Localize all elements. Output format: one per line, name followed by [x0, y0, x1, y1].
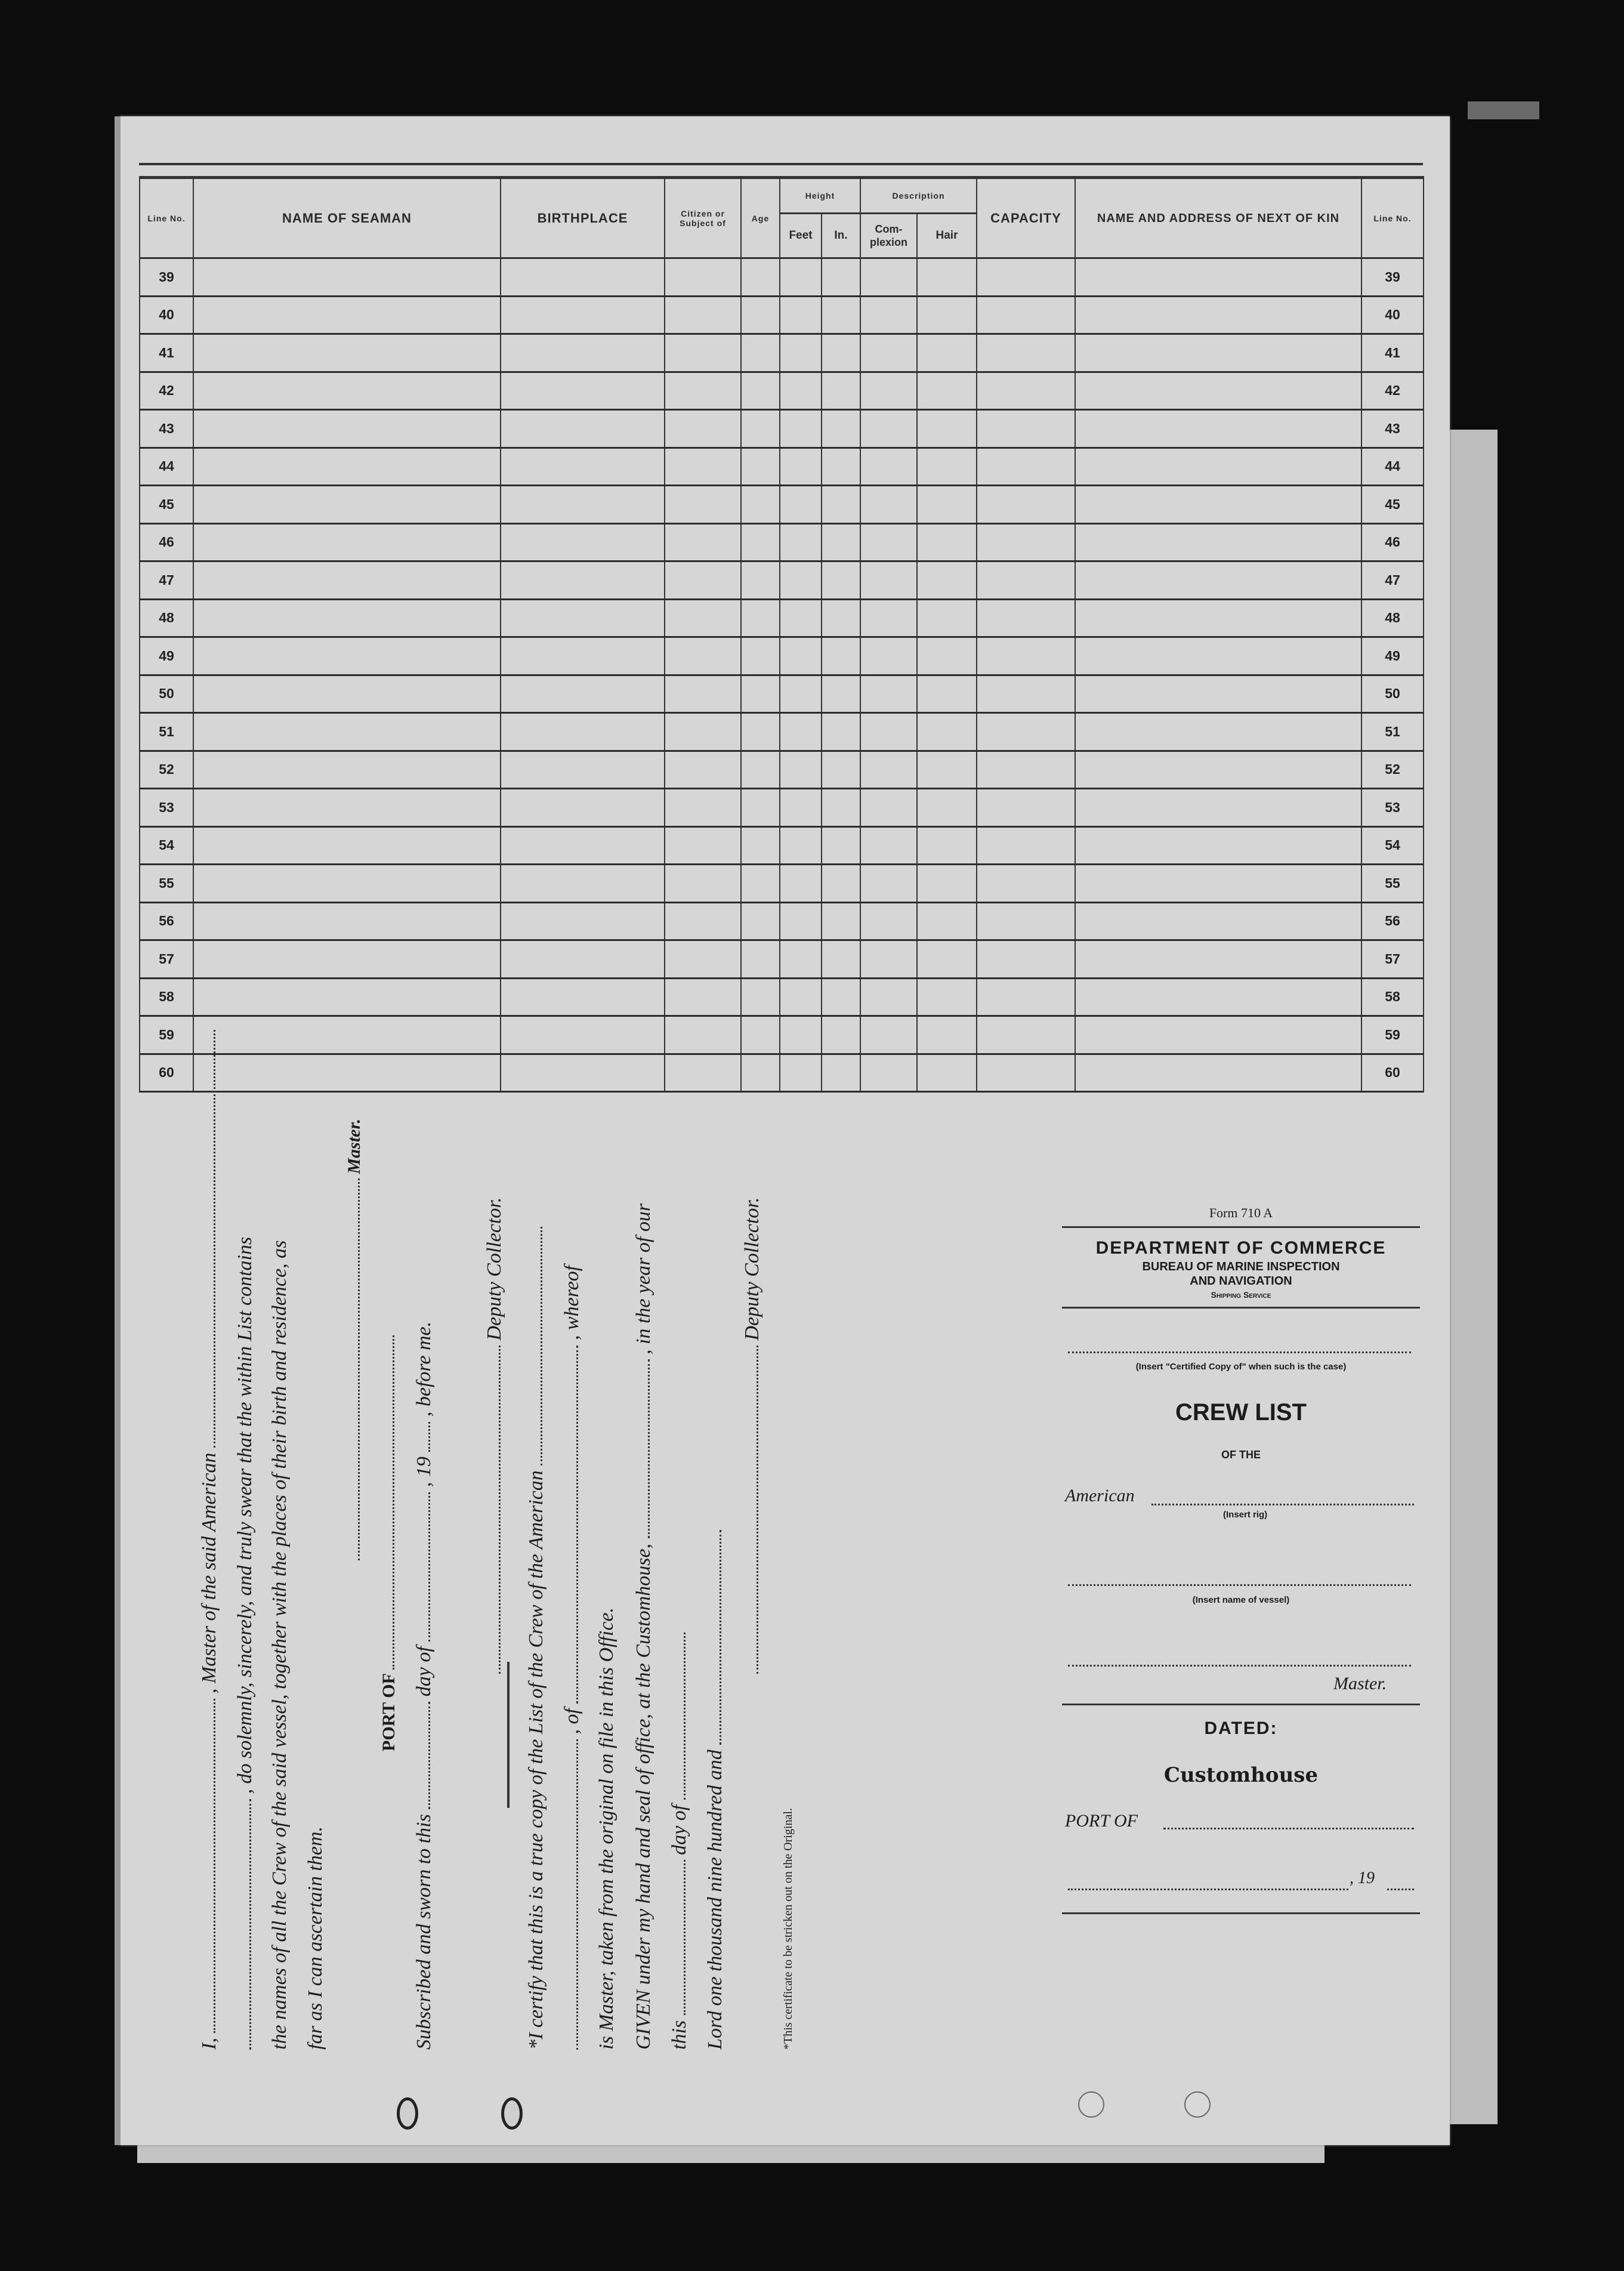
line-number-right: 60: [1361, 1054, 1424, 1092]
crew-cell[interactable]: [917, 486, 977, 524]
subscribed-day-field[interactable]: [412, 1702, 430, 1809]
cover-rule-4: [1062, 1912, 1420, 1914]
crew-cell[interactable]: [665, 561, 741, 600]
crew-cell[interactable]: [860, 296, 917, 334]
line-number-left: 39: [140, 258, 193, 297]
crew-cell[interactable]: [665, 296, 741, 334]
subscribed-year-prefix: , 19: [413, 1457, 435, 1488]
crew-cell[interactable]: [822, 372, 860, 410]
certified-copy-note: (Insert "Certified Copy of" when such is the case): [1135, 1362, 1347, 1372]
cert-day-field[interactable]: [667, 1860, 686, 2015]
header-line-no: Line No.: [140, 178, 193, 258]
bureau-line-1: BUREAU OF MARINE INSPECTION: [1142, 1260, 1340, 1273]
crew-cell[interactable]: [917, 258, 977, 297]
crew-cell[interactable]: [193, 296, 501, 334]
line-number-right: 43: [1361, 410, 1424, 448]
header-next-of-kin: NAME AND ADDRESS OF NEXT OF KIN: [1075, 178, 1361, 258]
line-number-left: 43: [140, 410, 193, 448]
line-number-right: 45: [1361, 486, 1424, 524]
table-row: [140, 448, 1424, 486]
header-line-no-right: Line No.: [1361, 178, 1424, 258]
table-row: [140, 410, 1424, 448]
line-number-left: 59: [140, 1016, 193, 1054]
american-label: American: [1065, 1486, 1135, 1505]
line-number-right: 58: [1361, 978, 1424, 1016]
line-number-right: 59: [1361, 1016, 1424, 1054]
crew-cell[interactable]: [860, 410, 917, 448]
cert-name-field[interactable]: [560, 1739, 578, 2050]
crew-cell[interactable]: [860, 486, 917, 524]
certified-copy-field[interactable]: [1068, 1352, 1411, 1353]
line-number-left: 50: [140, 675, 193, 713]
header-citizen: Citizen or Subject of: [665, 178, 741, 258]
table-row: [140, 372, 1424, 410]
crew-cell[interactable]: [1075, 826, 1361, 865]
crew-cell[interactable]: [1075, 1054, 1361, 1092]
crew-cell[interactable]: [1075, 561, 1361, 600]
punch-hole-4: [1184, 2091, 1211, 2118]
crew-cell[interactable]: [741, 334, 780, 372]
line-number-right: 46: [1361, 523, 1424, 561]
table-row: [140, 296, 1424, 334]
crew-cell[interactable]: [977, 296, 1075, 334]
cert-lord-text: Lord one thousand nine hundred and: [704, 1749, 726, 2050]
crew-cell[interactable]: [193, 523, 501, 561]
punch-hole-1: [397, 2097, 418, 2130]
line-number-right: 55: [1361, 865, 1424, 903]
crew-cell[interactable]: [665, 258, 741, 297]
crew-cell[interactable]: [917, 448, 977, 486]
oath-line-3: the names of all the Crew of the said vessel, together with the places of their birth and residence, as: [268, 1240, 291, 2050]
line-number-right: 40: [1361, 296, 1424, 334]
rig-field[interactable]: [1151, 1504, 1414, 1505]
crew-cell[interactable]: [860, 334, 917, 372]
crew-cell[interactable]: [860, 258, 917, 297]
crew-cell[interactable]: [501, 448, 665, 486]
crew-cell[interactable]: [977, 561, 1075, 600]
line-number-left: 47: [140, 561, 193, 600]
oath-master-signature: [341, 1119, 365, 1560]
crew-cell[interactable]: [1075, 448, 1361, 486]
crew-cell[interactable]: [780, 372, 822, 410]
cert-customhouse-field[interactable]: [631, 1359, 650, 1538]
oath-line-4: far as I can ascertain them.: [304, 1826, 326, 2050]
subscribed-before-me: , before me.: [413, 1321, 435, 1417]
header-description: Description: [860, 178, 977, 214]
oath-line-2: [233, 1237, 257, 2050]
cert-vessel-field[interactable]: [524, 1227, 542, 1465]
line-number-right: 57: [1361, 940, 1424, 979]
cert-of: , of: [561, 1708, 583, 1735]
crew-cell[interactable]: [665, 372, 741, 410]
form-number: Form 710 A: [1209, 1205, 1273, 1220]
crew-cell[interactable]: [665, 523, 741, 561]
crew-cell[interactable]: [665, 486, 741, 524]
line-number-right: 53: [1361, 789, 1424, 827]
cover-panel: [1062, 1205, 1420, 2071]
line-number-left: 45: [140, 486, 193, 524]
crew-cell[interactable]: [780, 561, 822, 600]
cover-port-field[interactable]: [1163, 1828, 1414, 1829]
line-number-left: 49: [140, 637, 193, 675]
line-number-left: 48: [140, 599, 193, 637]
crew-cell[interactable]: [741, 523, 780, 561]
master-signature-field[interactable]: [341, 1178, 360, 1560]
vessel-name-field[interactable]: [1068, 1584, 1411, 1586]
crew-cell[interactable]: [1075, 334, 1361, 372]
table-row: [140, 334, 1424, 372]
crew-cell[interactable]: [822, 523, 860, 561]
port-of-field[interactable]: [376, 1335, 394, 1670]
line-number-right: 54: [1361, 826, 1424, 865]
crew-cell[interactable]: [501, 258, 665, 297]
cover-rule-1: [1062, 1226, 1420, 1228]
crew-cell[interactable]: [501, 486, 665, 524]
crew-cell[interactable]: [193, 486, 501, 524]
line-number-left: 46: [140, 523, 193, 561]
oath-line-1: [197, 1030, 221, 2050]
top-strip: [1468, 101, 1539, 119]
line-number-right: 51: [1361, 713, 1424, 751]
header-birthplace: BIRTHPLACE: [501, 178, 665, 258]
crew-cell[interactable]: [741, 372, 780, 410]
crew-cell[interactable]: [977, 372, 1075, 410]
crew-cell[interactable]: [1075, 865, 1361, 903]
crew-cell[interactable]: [822, 296, 860, 334]
punch-hole-3: [1078, 2091, 1104, 2118]
crew-cell[interactable]: [860, 561, 917, 600]
header-capacity: CAPACITY: [977, 178, 1075, 258]
oath-subscribed: [412, 1322, 436, 2050]
crew-cell[interactable]: [1075, 599, 1361, 637]
crew-cell[interactable]: [822, 334, 860, 372]
crew-cell[interactable]: [860, 523, 917, 561]
line-number-right: 50: [1361, 675, 1424, 713]
crew-cell[interactable]: [780, 448, 822, 486]
crew-cell[interactable]: [822, 258, 860, 297]
crew-cell[interactable]: [977, 258, 1075, 297]
line-number-right: 48: [1361, 599, 1424, 637]
cert-line-1: [524, 1227, 548, 2050]
line-number-left: 52: [140, 751, 193, 789]
oath-i: I,: [198, 2038, 220, 2050]
crew-cell[interactable]: [665, 334, 741, 372]
cover-rule-3: [1062, 1704, 1420, 1705]
crew-cell[interactable]: [501, 561, 665, 600]
crew-cell[interactable]: [977, 410, 1075, 448]
crew-cell[interactable]: [780, 486, 822, 524]
crew-cell[interactable]: [917, 334, 977, 372]
table-row: [140, 523, 1424, 561]
crew-cell[interactable]: [741, 296, 780, 334]
line-number-right: 47: [1361, 561, 1424, 600]
line-number-left: 55: [140, 865, 193, 903]
cert-line-3: is Master, taken from the original on file in this Office.: [595, 1607, 618, 2050]
crew-cell[interactable]: [822, 561, 860, 600]
crew-cell[interactable]: [977, 523, 1075, 561]
crew-cell[interactable]: [822, 486, 860, 524]
crew-cell[interactable]: [1075, 486, 1361, 524]
oath-line2-field[interactable]: [233, 1799, 251, 2050]
master-label: Master.: [344, 1118, 364, 1174]
cert-whereof: , whereof: [561, 1265, 583, 1341]
cert-given: GIVEN under my hand and seal of office, at the Customhouse,: [632, 1543, 654, 2050]
crew-cell[interactable]: [741, 410, 780, 448]
crew-cell[interactable]: [741, 448, 780, 486]
cert-day-of: day of: [668, 1804, 690, 1855]
crew-cell[interactable]: [780, 258, 822, 297]
insert-vessel-note: (Insert name of vessel): [1192, 1595, 1290, 1605]
cert-line-4: [631, 1204, 655, 2050]
cover-rule-2: [1062, 1307, 1420, 1309]
cert-line-2: [560, 1266, 583, 2050]
crew-cell[interactable]: [1075, 978, 1361, 1016]
line-number-left: 57: [140, 940, 193, 979]
crew-cell[interactable]: [1075, 1016, 1361, 1054]
crew-cell[interactable]: [501, 372, 665, 410]
cover-port-of-label: PORT OF: [1065, 1811, 1138, 1831]
crew-cell[interactable]: [1075, 675, 1361, 713]
crew-cell[interactable]: [917, 372, 977, 410]
cert-deputy-label: Deputy Collector.: [741, 1197, 763, 1341]
crew-cell[interactable]: [1075, 751, 1361, 789]
line-number-left: 58: [140, 978, 193, 1016]
table-row: [140, 561, 1424, 600]
crew-cell[interactable]: [1075, 258, 1361, 297]
header-name-of-seaman: NAME OF SEAMAN: [193, 178, 501, 258]
crew-cell[interactable]: [1075, 902, 1361, 940]
subscribed-day-of: day of: [413, 1646, 435, 1697]
crew-cell[interactable]: [1075, 713, 1361, 751]
cert-this: this: [668, 2020, 690, 2050]
crew-cell[interactable]: [501, 296, 665, 334]
cert-footnote: *This certificate to be stricken out on the Original.: [782, 1808, 795, 2050]
crew-cell[interactable]: [193, 448, 501, 486]
line-number-left: 53: [140, 789, 193, 827]
oath-separator: [507, 1662, 510, 1808]
crew-cell[interactable]: [193, 258, 501, 297]
line-number-right: 41: [1361, 334, 1424, 372]
crew-cell[interactable]: [1075, 523, 1361, 561]
line-number-left: 40: [140, 296, 193, 334]
crew-cell[interactable]: [741, 486, 780, 524]
crew-cell[interactable]: [917, 296, 977, 334]
crew-cell[interactable]: [780, 334, 822, 372]
oath-master-of-american: , Master of the said American: [198, 1452, 220, 1694]
oath-name-field[interactable]: [197, 1699, 215, 2033]
crew-cell[interactable]: [822, 448, 860, 486]
insert-rig-note: (Insert rig): [1223, 1510, 1268, 1520]
oath-swear-text: , do solemnly, sincerely, and truly swear that the within List contains: [234, 1236, 256, 1794]
crew-cell[interactable]: [1075, 296, 1361, 334]
crew-cell[interactable]: [977, 486, 1075, 524]
crew-cell[interactable]: [977, 334, 1075, 372]
cert-year-field[interactable]: [703, 1530, 721, 1745]
cover-year-label: , 19: [1350, 1869, 1375, 1887]
subscribed-year-field[interactable]: [412, 1422, 430, 1452]
customhouse-label: Customhouse: [1163, 1763, 1319, 1787]
crew-cell[interactable]: [665, 448, 741, 486]
oath-deputy-signature-field[interactable]: [482, 1346, 501, 1674]
cert-line-5: [667, 1633, 691, 2050]
cert-deputy-signature-field[interactable]: [740, 1346, 758, 1674]
crew-cell[interactable]: [977, 448, 1075, 486]
crew-cell[interactable]: [917, 523, 977, 561]
crew-cell[interactable]: [741, 561, 780, 600]
line-number-left: 51: [140, 713, 193, 751]
cover-year-field[interactable]: [1387, 1889, 1414, 1890]
crew-cell[interactable]: [1075, 637, 1361, 675]
subscribed-month-field[interactable]: [412, 1492, 430, 1641]
line-number-right: 49: [1361, 637, 1424, 675]
line-number-right: 42: [1361, 372, 1424, 410]
subscribed-text: Subscribed and sworn to this: [413, 1814, 435, 2050]
cert-line-6: [703, 1530, 727, 2050]
header-height: Height: [780, 178, 860, 214]
crew-cell[interactable]: [780, 523, 822, 561]
crew-cell[interactable]: [193, 372, 501, 410]
top-rule: [139, 163, 1423, 165]
dated-label: DATED:: [1204, 1718, 1278, 1738]
crew-cell[interactable]: [917, 561, 977, 600]
crew-cell[interactable]: [917, 410, 977, 448]
crew-cell[interactable]: [860, 372, 917, 410]
header-hair: Hair: [917, 214, 977, 258]
cert-year-of-our: , in the year of our: [632, 1203, 654, 1354]
line-number-left: 41: [140, 334, 193, 372]
line-number-right: 39: [1361, 258, 1424, 297]
table-row: [140, 486, 1424, 524]
header-age: Age: [741, 178, 780, 258]
crew-cell[interactable]: [860, 448, 917, 486]
crew-cell[interactable]: [1075, 372, 1361, 410]
crew-cell[interactable]: [501, 523, 665, 561]
crew-cell[interactable]: [822, 410, 860, 448]
crew-cell[interactable]: [1075, 940, 1361, 979]
table-row: [140, 258, 1424, 297]
oath-port-of: [376, 1335, 399, 1751]
crew-cell[interactable]: [1075, 410, 1361, 448]
crew-cell[interactable]: [665, 410, 741, 448]
crew-cell[interactable]: [501, 334, 665, 372]
crew-cell[interactable]: [741, 258, 780, 297]
cert-text-1: *I certify that this is a true copy of the List of the Crew of the American: [525, 1470, 547, 2050]
bureau-line-2: AND NAVIGATION: [1190, 1275, 1292, 1288]
line-number-left: 42: [140, 372, 193, 410]
header-inches: In.: [822, 214, 860, 258]
cover-date-field[interactable]: [1068, 1889, 1348, 1890]
cert-deputy-collector: [740, 1198, 764, 1674]
crew-cell[interactable]: [780, 296, 822, 334]
line-number-left: 44: [140, 448, 193, 486]
line-number-left: 54: [140, 826, 193, 865]
header-feet: Feet: [780, 214, 822, 258]
crew-cell[interactable]: [193, 410, 501, 448]
crew-cell[interactable]: [193, 561, 501, 600]
crew-list-page: [119, 116, 1450, 2145]
line-number-right: 52: [1361, 751, 1424, 789]
crew-cell[interactable]: [193, 334, 501, 372]
line-number-left: 60: [140, 1054, 193, 1092]
of-the-label: OF THE: [1221, 1449, 1261, 1461]
line-number-right: 56: [1361, 902, 1424, 940]
crew-cell[interactable]: [780, 410, 822, 448]
crew-list-title: CREW LIST: [1175, 1399, 1307, 1425]
oath-deputy-label: Deputy Collector.: [483, 1197, 505, 1341]
cert-month-field[interactable]: [667, 1633, 686, 1800]
cert-port-field[interactable]: [560, 1346, 578, 1704]
port-of-label: PORT OF: [379, 1674, 399, 1751]
shipping-service: Shipping Service: [1211, 1290, 1271, 1300]
oath-deputy-collector: [482, 1198, 506, 1674]
line-number-left: 56: [140, 902, 193, 940]
crew-cell[interactable]: [1075, 789, 1361, 827]
oath-block: [185, 600, 1020, 2109]
line-number-right: 44: [1361, 448, 1424, 486]
cover-master-label: Master.: [1333, 1674, 1387, 1693]
crew-cell[interactable]: [501, 410, 665, 448]
department-title: DEPARTMENT OF COMMERCE: [1095, 1238, 1387, 1258]
header-complexion: Com- plexion: [860, 214, 917, 258]
master-name-field[interactable]: [1068, 1665, 1411, 1667]
punch-hole-2: [501, 2097, 523, 2130]
oath-vessel-field[interactable]: [197, 1030, 215, 1448]
